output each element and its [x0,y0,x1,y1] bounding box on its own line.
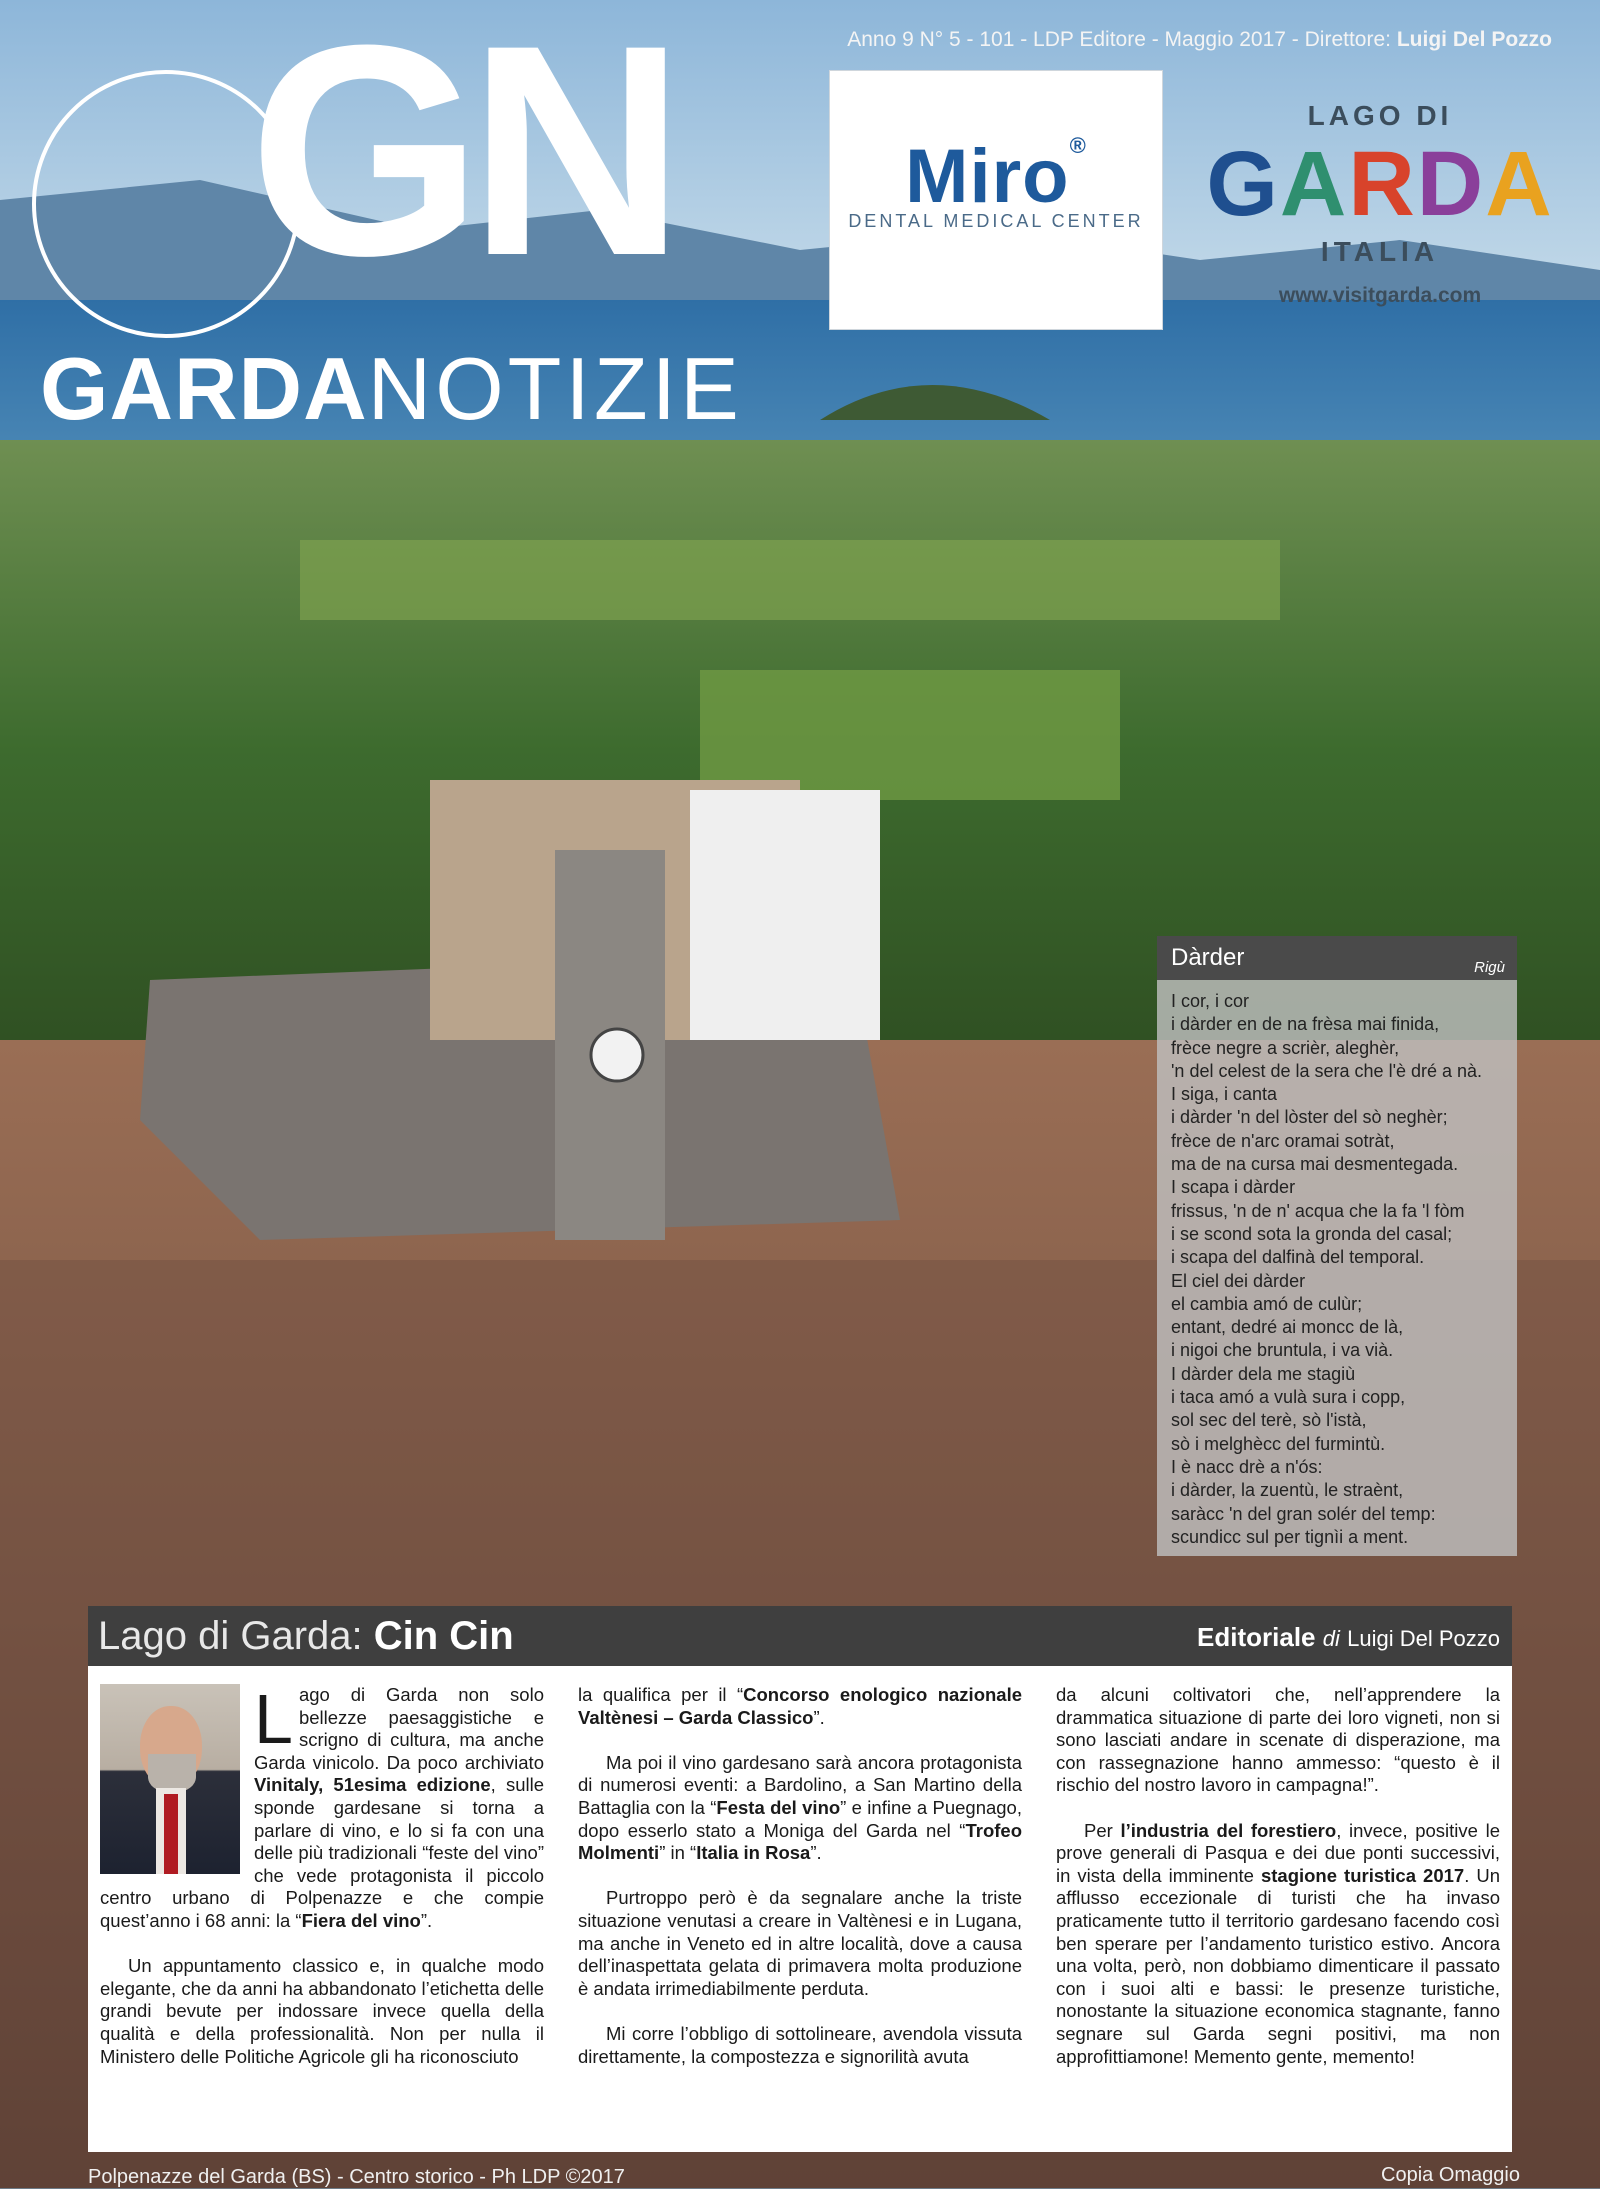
poem-line: El ciel dei dàrder [1171,1270,1306,1291]
article-paragraph: Mi corre l’obbligo di sottolineare, avendola vissuta direttamente, la compostezza e signorilità avuta [578,2022,1022,2067]
photo-credit: Polpenazze del Garda (BS) - Centro storico - Ph LDP ©2017 [88,2166,625,2188]
poem-line: scundicc sul per tignìi a ment. [1171,1526,1409,1547]
article-paragraph: da alcuni coltivatori che, nell’apprendere la drammatica situazione di parte dei loro vigneti, non si sono lasciati andare in scenate di disperazione, ma con rassegnazione hanno ammesso: “questo è il rischio del nostro lavoro in campagna!”. [1056,1684,1500,1796]
visitgarda-link[interactable]: www.visitgarda.com [1278,284,1482,307]
poem-line: el cambia amó de culùr; [1171,1293,1363,1314]
article-column-1: Lago di Garda non solo bellezze paesaggistiche e scrigno di cultura, ma anche Garda vinicolo. Da poco archiviato Vinitaly, 51esima edizione, sulle sponde gardesane si torna a parlare di vino, e lo si fa con una delle più tradizionali “feste del vino” che vede protagonista il piccolo centro urbano di Polpenazze e che compie quest’anno i 68 anni: la “Fiera del vino”. Un appuntamento classico e, in qualche modo elegante, che da anni ha abbandonato l’etichetta delle grandi bevute per indossare invece quella della qualità e della professionalità. Non per nulla il Ministero delle Politiche Agricole gli ha riconosciuto [100,1680,545,2067]
poem-line: frissus, 'n de n' acqua che la fa 'l fòm [1171,1200,1465,1221]
poem-box [1157,936,1517,1556]
lago-di-garda-logo [1190,100,1570,310]
poem-line: entant, dedré ai moncc de là, [1171,1317,1404,1338]
logo-wordmark: GARDANOTIZIE [40,339,743,438]
garda-notizie-logo [24,0,744,440]
logo-letter: A [1279,133,1349,235]
poem-line: I siga, i canta [1171,1084,1278,1105]
poem-line: frèce de n'arc oramai sotràt, [1171,1130,1395,1151]
director-name: Luigi Del Pozzo [1396,28,1552,51]
poem-line: frèce negre a scrièr, aleghèr, [1171,1037,1400,1058]
poem-line: i scapa del dalfinà del temporal. [1171,1247,1425,1268]
poem-line: 'n del celest de la sera che l'è dré a nà. [1171,1060,1483,1081]
poem-line: ma de na cursa mai desmentegada. [1171,1154,1459,1175]
poem-author: Rigù [1474,959,1505,976]
article-paragraph: Un appuntamento classico e, in qualche modo elegante, che da anni ha abbandonato l’etichetta delle grandi bevute per indossare invece quella della qualità e della professionalità. Non per nulla il Ministero delle Politiche Agricole gli ha riconosciuto [100,1955,544,2067]
poem-line: sò i melghècc del furmintù. [1171,1433,1386,1454]
poem-title: Dàrder [1171,944,1245,971]
poem-line: I scapa i dàrder [1171,1177,1296,1198]
poem-line: I dàrder dela me stagiù [1171,1363,1356,1384]
poem-body [1157,980,1517,1559]
poem-header [1157,936,1517,980]
poem-line: i nigoi che bruntula, i va vià. [1171,1340,1394,1361]
article-column-2: la qualifica per il “Concorso enologico nazionale Valtènesi – Garda Classico”. Ma poi il vino gardesano sarà ancora protagonista di numerosi eventi: a Bardolino, a San Martino della Battaglia con la “Festa del vino” e infine a Puegnago, dopo esserlo stato a Moniga del Garda nel “Trofeo Molmenti” in “Italia in Rosa”. Purtroppo però è da segnalare anche la triste situazione venutasi a creare in Valtènesi e in Lugana, ma anche in Veneto ed in altre località, dove a causa dell’inaspettata gelata di primavera molta produzione è andata irrimediabilmente perduta. Mi corre l’obbligo di sottolineare, avendola vissuta direttamente, la compostezza e signorilità avuta [578,1684,1023,2067]
editorial-headline: Lago di Garda: Cin Cin [98,1614,514,1658]
miro-tagline: DENTAL MEDICAL CENTER [848,211,1144,231]
issue-info: Anno 9 N° 5 - 101 - LDP Editore - Maggio 2017 - Direttore: Luigi Del Pozzo [847,28,1552,51]
poem-line: i se scond sota la gronda del casal; [1171,1223,1453,1244]
poem-line: I è nacc drè a n'ós: [1171,1456,1323,1477]
editorial-header-bar [88,1606,1512,1666]
logo-lago-di: LAGO DI [1307,100,1453,131]
free-copy-label: Copia Omaggio [1381,2164,1520,2186]
poem-line: i dàrder en de na frèsa mai finida, [1171,1014,1440,1035]
logo-letter: A [1485,133,1554,235]
logo-garda-colored [1190,133,1570,235]
poem-line: saràcc 'n del gran solér del temp: [1171,1503,1436,1524]
article-paragraph: Purtroppo però è da segnalare anche la triste situazione venutasi a creare in Valtènesi e in Lugana, ma anche in Veneto ed in altre località, dove a causa dell’inaspettata gelata di primavera molta produzione è andata irrimediabilmente perduta. [578,1887,1022,1999]
author-photo [100,1684,240,1874]
logo-letter: G [1206,133,1280,235]
poem-line: i taca amó a vulà sura i copp, [1171,1387,1406,1408]
logo-letter: D [1416,133,1486,235]
poem-line: i dàrder 'n del lòster del sò neghèr; [1171,1107,1448,1128]
logo-italia: ITALIA [1320,236,1440,267]
editorial-article [88,1666,1512,2152]
editorial-byline: Editoriale di Luigi Del Pozzo [1197,1622,1500,1652]
poem-line: I cor, i cor [1171,991,1250,1011]
miro-name: Miro® [905,133,1087,219]
article-column-3: da alcuni coltivatori che, nell’apprendere la drammatica situazione di parte dei loro vigneti, non si sono lasciati andare in scenate di disperazione, ma con rassegnazione hanno ammesso: “questo è il rischio del nostro lavoro in campagna!”. Per l’industria del forestiero, invece, positive le prove generali di Pasqua e dei due ponti successivi, in vista della imminente stagione turistica 2017. Un afflusso eccezionale di turisti che ha invaso praticamente tutto il territorio gardesano facendo così ben sperare per l’andamento turistico estivo. Ancora una volta, però, non dobbiamo dimenticare il passato con i suoi alti e bassi: le presenze turistiche, nonostante la situazione economica stagnante, fanno segnare sul Garda segni positivi, ma non approfittiamone! Memento gente, memento! [1056,1684,1500,2067]
logo-gn: GN [249,0,671,318]
miro-sponsor-ad[interactable] [829,70,1163,330]
poem-line: sol sec del terè, sò l'istà, [1171,1410,1367,1431]
logo-letter: R [1348,133,1417,235]
poem-line: i dàrder, la zuentù, le straènt, [1171,1480,1404,1501]
drop-cap: L [254,1680,293,1758]
